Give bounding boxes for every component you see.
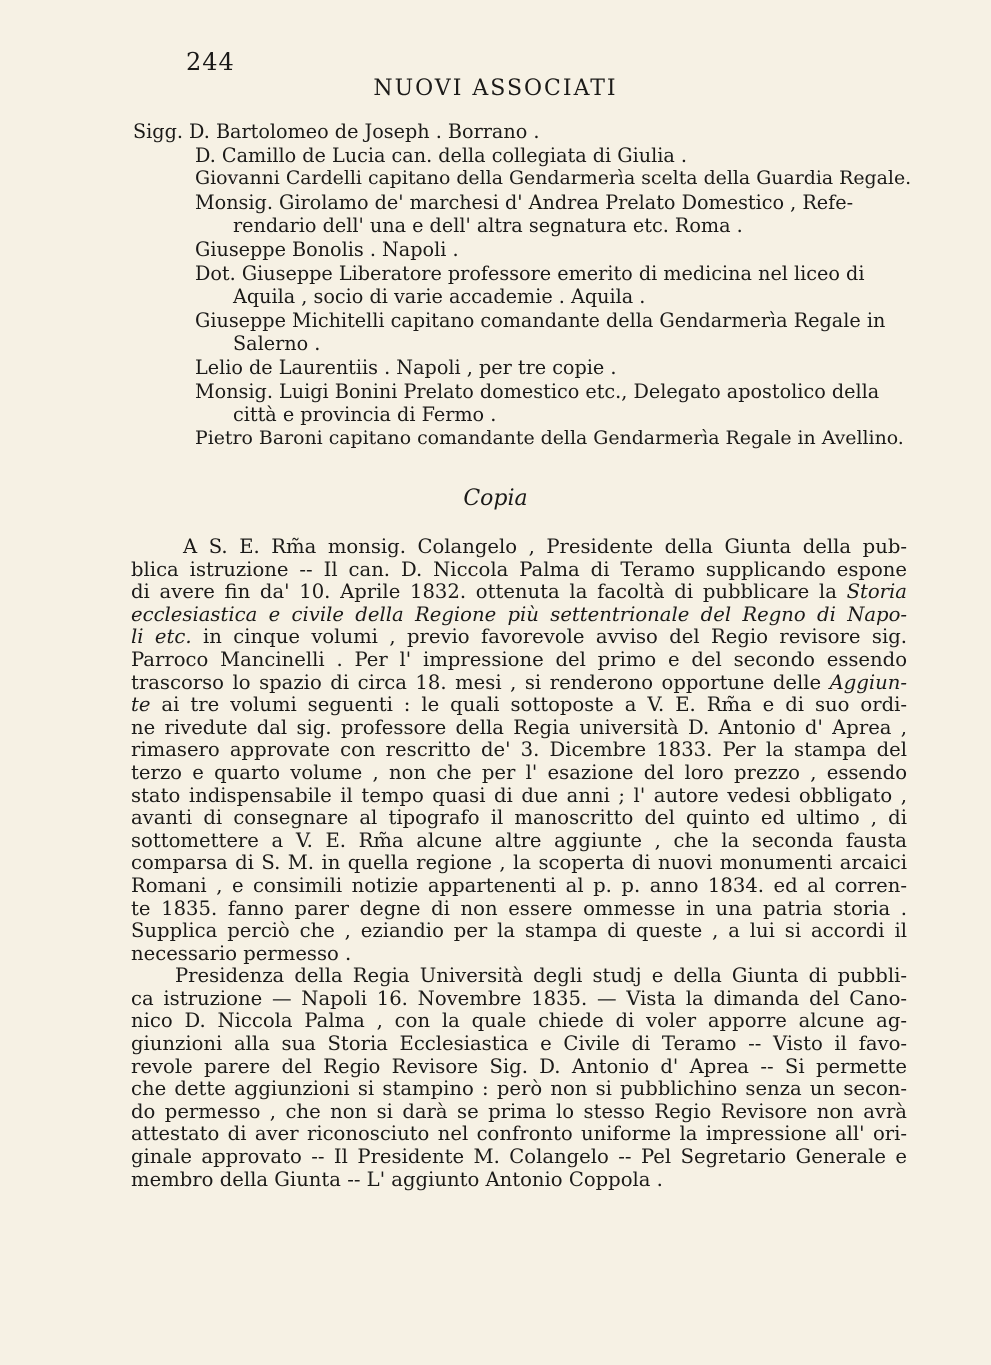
associate-line: Monsig. Luigi Bonini Prelato domestico etc., Delegato apostolico della	[195, 379, 880, 403]
body-line	[131, 1078, 907, 1101]
body-line	[131, 1033, 907, 1056]
associate-line: Salerno .	[233, 332, 321, 356]
associate-line: Monsig. Girolamo de' marchesi d' Andrea Prelato Domestico , Refe-	[195, 190, 854, 214]
text-run: Supplica perciò che , eziandio per la stampa di queste , a lui si accordi il	[131, 920, 907, 943]
associate-line: Aquila , socio di varie accademie . Aquila .	[233, 285, 646, 309]
text-run: do permesso , che non si darà se prima lo stesso Regio Revisore non avrà	[131, 1100, 907, 1123]
body-line	[131, 830, 907, 853]
italic-text: te	[131, 694, 151, 717]
text-run: in cinque volumi , previo favorevole avviso del Regio revisore sig.	[191, 626, 907, 649]
body-line	[131, 785, 907, 808]
associate-line: Dot. Giuseppe Liberatore professore emerito di medicina nel liceo di	[195, 261, 865, 285]
italic-text: ecclesiastica e civile della Regione più settentrionale del Regno di Napo-	[131, 603, 907, 626]
text-run: ginale approvato -- Il Presidente M. Colangelo -- Pel Segretario Generale e	[131, 1146, 907, 1169]
body-line	[131, 672, 907, 695]
text-run: ca istruzione — Napoli 16. Novembre 1835. — Vista la dimanda del Cano-	[131, 987, 907, 1010]
body-line	[131, 988, 907, 1011]
text-run: attestato di aver riconosciuto nel confronto uniforme la impressione all' ori-	[131, 1123, 907, 1146]
text-run: che dette aggiunzioni si stampino : però non si pubblichino senza un secon-	[131, 1078, 907, 1101]
italic-text: Aggiun-	[829, 671, 907, 694]
text-run: rimasero approvate con rescritto de' 3. Dicembre 1833. Per la stampa del	[131, 739, 907, 762]
body-line	[131, 604, 907, 627]
text-run: Romani , e consimili notizie appartenenti al p. p. anno 1834. ed al corren-	[131, 874, 907, 897]
text-run: stato indispensabile il tempo quasi di due anni ; l' autore vedesi obbligato ,	[131, 784, 907, 807]
body-line	[131, 559, 907, 582]
text-run: revole parere del Regio Revisore Sig. D. Antonio d' Aprea -- Si permette	[131, 1055, 907, 1078]
body-line	[131, 965, 907, 988]
text-run: comparsa di S. M. in quella regione , la scoperta di nuovi monumenti arcaici	[131, 852, 907, 875]
body-line	[131, 807, 907, 830]
body-line	[131, 739, 907, 762]
associate-line: Giuseppe Michitelli capitano comandante della Gendarmerìa Regale in	[195, 308, 886, 332]
text-run: ai tre volumi seguenti : le quali sottoposte a V. E. Rm̃a e di suo ordi-	[150, 694, 907, 717]
associate-line: città e provincia di Fermo .	[233, 403, 497, 427]
text-run: ne rivedute dal sig. professore della Regia università D. Antonio d' Aprea ,	[131, 716, 907, 739]
body-line	[131, 762, 907, 785]
text-run: avanti di consegnare al tipografo il manoscritto del quinto ed ultimo , di	[131, 807, 907, 830]
body-line	[131, 875, 907, 898]
body-line	[131, 852, 907, 875]
body-line	[131, 649, 907, 672]
body-line	[131, 694, 907, 717]
text-run: sottomettere a V. E. Rm̃a alcune altre aggiunte , che la seconda fausta	[131, 829, 907, 852]
text-run: Presidenza della Regia Università degli studj e della Giunta di pubbli-	[175, 965, 907, 988]
associate-line: Giuseppe Bonolis . Napoli .	[195, 237, 459, 261]
text-run: necessario permesso .	[131, 942, 352, 965]
body-line	[131, 1146, 907, 1169]
text-run: A S. E. Rm̃a monsig. Colangelo , Presidente della Giunta della pub-	[183, 536, 907, 558]
text-run: di avere fin da' 10. Aprile 1832. ottenuta la facoltà di pubblicare la	[131, 581, 847, 604]
associate-line: Sigg. D. Bartolomeo de Joseph . Borrano .	[133, 120, 540, 143]
associate-line: rendario dell' una e dell' altra segnatura etc. Roma .	[233, 214, 743, 238]
text-run: Parroco Mancinelli . Per l' impressione del primo e del secondo essendo	[131, 648, 907, 671]
body-line	[131, 898, 907, 921]
italic-text: li etc.	[131, 626, 192, 649]
body-line	[131, 1010, 907, 1033]
body-line	[131, 1056, 907, 1079]
body-line	[131, 581, 907, 604]
associate-line: D. Camillo de Lucia can. della collegiata di Giulia .	[195, 143, 688, 167]
body-line	[131, 626, 907, 649]
body-line	[131, 1169, 907, 1192]
text-run: blica istruzione -- Il can. D. Niccola Palma di Teramo supplicando espone	[131, 558, 907, 581]
body-line	[131, 717, 907, 740]
body-line	[131, 1101, 907, 1124]
text-run: te 1835. fanno parer degne di non essere ommesse in una patria storia .	[131, 897, 907, 920]
text-run: terzo e quarto volume , non che per l' esazione del loro prezzo , essendo	[131, 761, 907, 784]
associate-line: Giovanni Cardelli capitano della Gendarmerìa scelta della Guardia Regale.	[195, 167, 912, 190]
body-line	[131, 943, 907, 966]
page-number: 244	[186, 48, 235, 76]
body-line	[131, 536, 907, 559]
document-body	[131, 536, 907, 1191]
text-run: membro della Giunta -- L' aggiunto Antonio Coppola .	[131, 1168, 663, 1191]
text-run: giunzioni alla sua Storia Ecclesiastica e Civile di Teramo -- Visto il favo-	[131, 1033, 907, 1056]
body-line	[131, 1123, 907, 1146]
italic-text: Storia	[846, 581, 907, 604]
associate-line: Lelio de Laurentiis . Napoli , per tre copie .	[195, 355, 617, 379]
section-title: Copia	[463, 486, 528, 511]
running-head: NUOVI ASSOCIATI	[373, 76, 618, 101]
associates-list	[133, 120, 913, 450]
text-run: nico D. Niccola Palma , con la quale chiede di voler apporre alcune ag-	[131, 1010, 907, 1033]
body-line	[131, 920, 907, 943]
text-run: trascorso lo spazio di circa 18. mesi , si renderono opportune delle	[131, 671, 830, 694]
associate-line: Pietro Baroni capitano comandante della Gendarmerìa Regale in Avellino.	[195, 426, 904, 449]
